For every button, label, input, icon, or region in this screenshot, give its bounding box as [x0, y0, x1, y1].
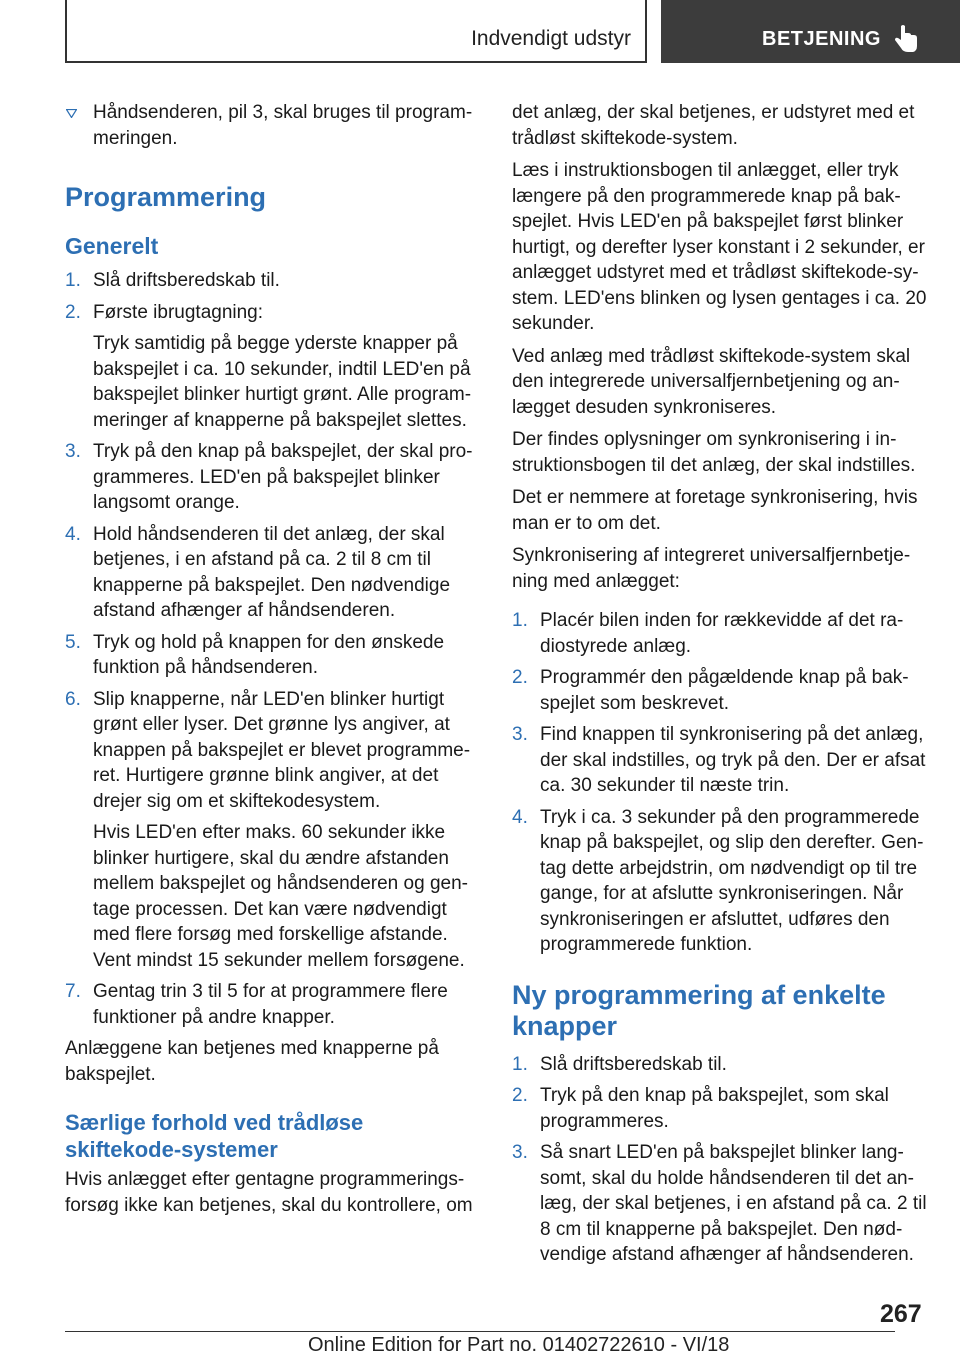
step-text: Hold håndsenderen til det anlæg, der skal betjenes, i en afstand på ca. 2 til 8 cm til knapperne på bakspejlet. Den nødvendige afstand afhænger af håndsenderen. — [93, 523, 451, 621]
paragraph: Det er nemmere at foretage synkronisering, hvis man er to om det. — [512, 487, 918, 534]
step-text: Slip knapperne, når LED'en blinker hurtigt grønt eller lyser. Det grønne lys angiver, at knappen på bakspejlet er blevet programmeret. Hurtigere grønne blink angiver, at det drejer sig om et skiftekodesystem. — [93, 688, 471, 812]
list-item — [512, 805, 928, 958]
footer-divider — [65, 1331, 895, 1332]
list-item — [65, 630, 477, 681]
step-number: 1. — [65, 270, 81, 291]
step-subtext: Tryk samtidig på begge yderste knapper på bakspejlet i ca. 10 sekunder, indtil LED'en på bakspejlet blinker hurtigt grønt. Alle programmeringer af knapperne på bakspejlet slettes. — [93, 333, 472, 431]
step-text: Så snart LED'en på bakspejlet blinker langsomt, skal du holde håndsenderen til det anlæg, der skal betjenes, i en afstand på ca. 2 til 8 cm til knapperne på bakspejlet. Den nødvendige afstand afhænger af håndsenderen. — [540, 1142, 927, 1265]
list-item — [512, 722, 928, 799]
step-text: Tryk og hold på knappen for den ønskede funktion på håndsenderen. — [93, 631, 445, 678]
step-number: 5. — [65, 631, 81, 653]
intro-bullet — [65, 100, 477, 151]
step-text: Gentag trin 3 til 5 for at programmere flere funktioner på andre knapper. — [93, 981, 448, 1028]
list-item — [512, 608, 928, 659]
step-number: 1. — [512, 1053, 528, 1075]
step-number: 1. — [512, 610, 528, 631]
intro-bullet-text: Håndsenderen, pil 3, skal bruges til programmeringen. — [93, 102, 473, 149]
list-item — [65, 300, 477, 434]
heading-generelt: Generelt — [65, 233, 159, 259]
list-item — [512, 665, 928, 716]
step-text: Tryk på den knap på bakspejlet, som skal programmeres. — [540, 1085, 889, 1132]
step-number: 7. — [65, 981, 81, 1002]
section-title: Indvendigt udstyr — [471, 27, 631, 50]
list-item — [65, 439, 477, 516]
paragraph: det anlæg, der skal betjenes, er udstyret med et trådløst skiftekode-system. — [512, 102, 915, 149]
after-steps-text: Anlæggene kan betjenes med knapperne på bakspejlet. — [65, 1038, 439, 1085]
pointing-hand-icon — [893, 24, 919, 54]
step-number: 4. — [65, 523, 81, 545]
step-text: Tryk i ca. 3 sekunder på den programmerede knap på bakspejlet, og slip den derefter. Gentag dette arbejdstrin, om nødvendigt op til tre gange, for at afslutte synkroniseringen. Når synkroniseringen er afsluttet, udføres den programmerede funktion. — [540, 806, 924, 955]
left-column — [65, 100, 477, 1218]
step-text: Første ibrugtagning: — [93, 301, 264, 323]
step-text: Slå driftsberedskab til. — [93, 270, 280, 291]
step-text: Find knappen til synkronisering på det anlæg, der skal indstilles, og tryk på den. Der er afsat ca. 30 sekunder til næste trin. — [540, 724, 926, 796]
list-item — [512, 1052, 928, 1078]
step-subtext: Hvis LED'en efter maks. 60 sekunder ikke blinker hurtigere, skal du ændre afstanden mellem bakspejlet og håndsenderen og gentage processen. Det kan være nødvendigt med flere forsøg med forskellige afstande. Vent mindst 15 sekunder mellem forsøgene. — [93, 822, 468, 971]
step-number: 3. — [512, 1142, 528, 1163]
step-number: 6. — [65, 688, 81, 710]
saerlige-text: Hvis anlægget efter gentagne programmeringsforsøg ikke kan betjenes, skal du kontrollere, om — [65, 1169, 473, 1216]
right-column — [512, 100, 928, 1274]
heading-saerlige-forhold: Særlige forhold ved trådløse skiftekode-systemer — [65, 1110, 364, 1162]
chapter-title: BETJENING — [762, 28, 881, 50]
paragraph: Synkronisering af integreret universalfjernbetjening med anlægget: — [512, 545, 911, 592]
step-text: Slå driftsberedskab til. — [540, 1053, 727, 1075]
list-item — [65, 979, 477, 1030]
paragraph: Der findes oplysninger om synkronisering i instruktionsbogen til det anlæg, der skal indstilles. — [512, 429, 916, 476]
step-number: 3. — [512, 724, 528, 745]
step-text: Placér bilen inden for rækkevidde af det radiostyrede anlæg. — [540, 610, 904, 657]
step-number: 3. — [65, 441, 81, 462]
list-item — [65, 687, 477, 974]
section-tab — [65, 0, 647, 63]
list-item — [512, 1140, 928, 1268]
step-number: 2. — [65, 301, 81, 323]
step-number: 2. — [512, 667, 528, 688]
heading-programmering: Programmering — [65, 182, 267, 212]
paragraph: Ved anlæg med trådløst skiftekode-system skal den integrerede universalfjernbetjening og anlægget desuden synkroniseres. — [512, 345, 911, 418]
ny-steps — [512, 1052, 928, 1268]
page-header — [0, 0, 960, 66]
step-text: Programmér den pågældende knap på bakspejlet som beskrevet. — [540, 667, 909, 714]
chapter-tab — [661, 0, 960, 63]
paragraph: Læs i instruktionsbogen til anlægget, eller tryk længere på den programmerede knap på bakspejlet. Hvis LED'en på bakspejlet først blinker hurtigt, og derefter lyser konstant i 2 sekunder, er anlægget udstyret med et trådløst skiftekode-system. LED'ens blinken og lysen gentages i ca. 20 sekunder. — [512, 160, 927, 334]
heading-ny-programmering: Ny programmering af enkelte knapper — [512, 979, 886, 1041]
programming-steps — [65, 268, 477, 1030]
step-text: Tryk på den knap på bakspejlet, der skal programmeres. LED'en på bakspejlet blinker langsomt orange. — [93, 441, 473, 513]
list-item — [65, 268, 477, 294]
page-number: 267 — [880, 1300, 922, 1328]
list-item — [512, 1083, 928, 1134]
list-item — [65, 522, 477, 624]
step-number: 2. — [512, 1085, 528, 1106]
footer-edition: Online Edition for Part no. 01402722610 - VI/18 — [308, 1334, 730, 1356]
sync-steps — [512, 608, 928, 958]
step-number: 4. — [512, 806, 528, 828]
triangle-bullet-icon — [66, 109, 77, 118]
